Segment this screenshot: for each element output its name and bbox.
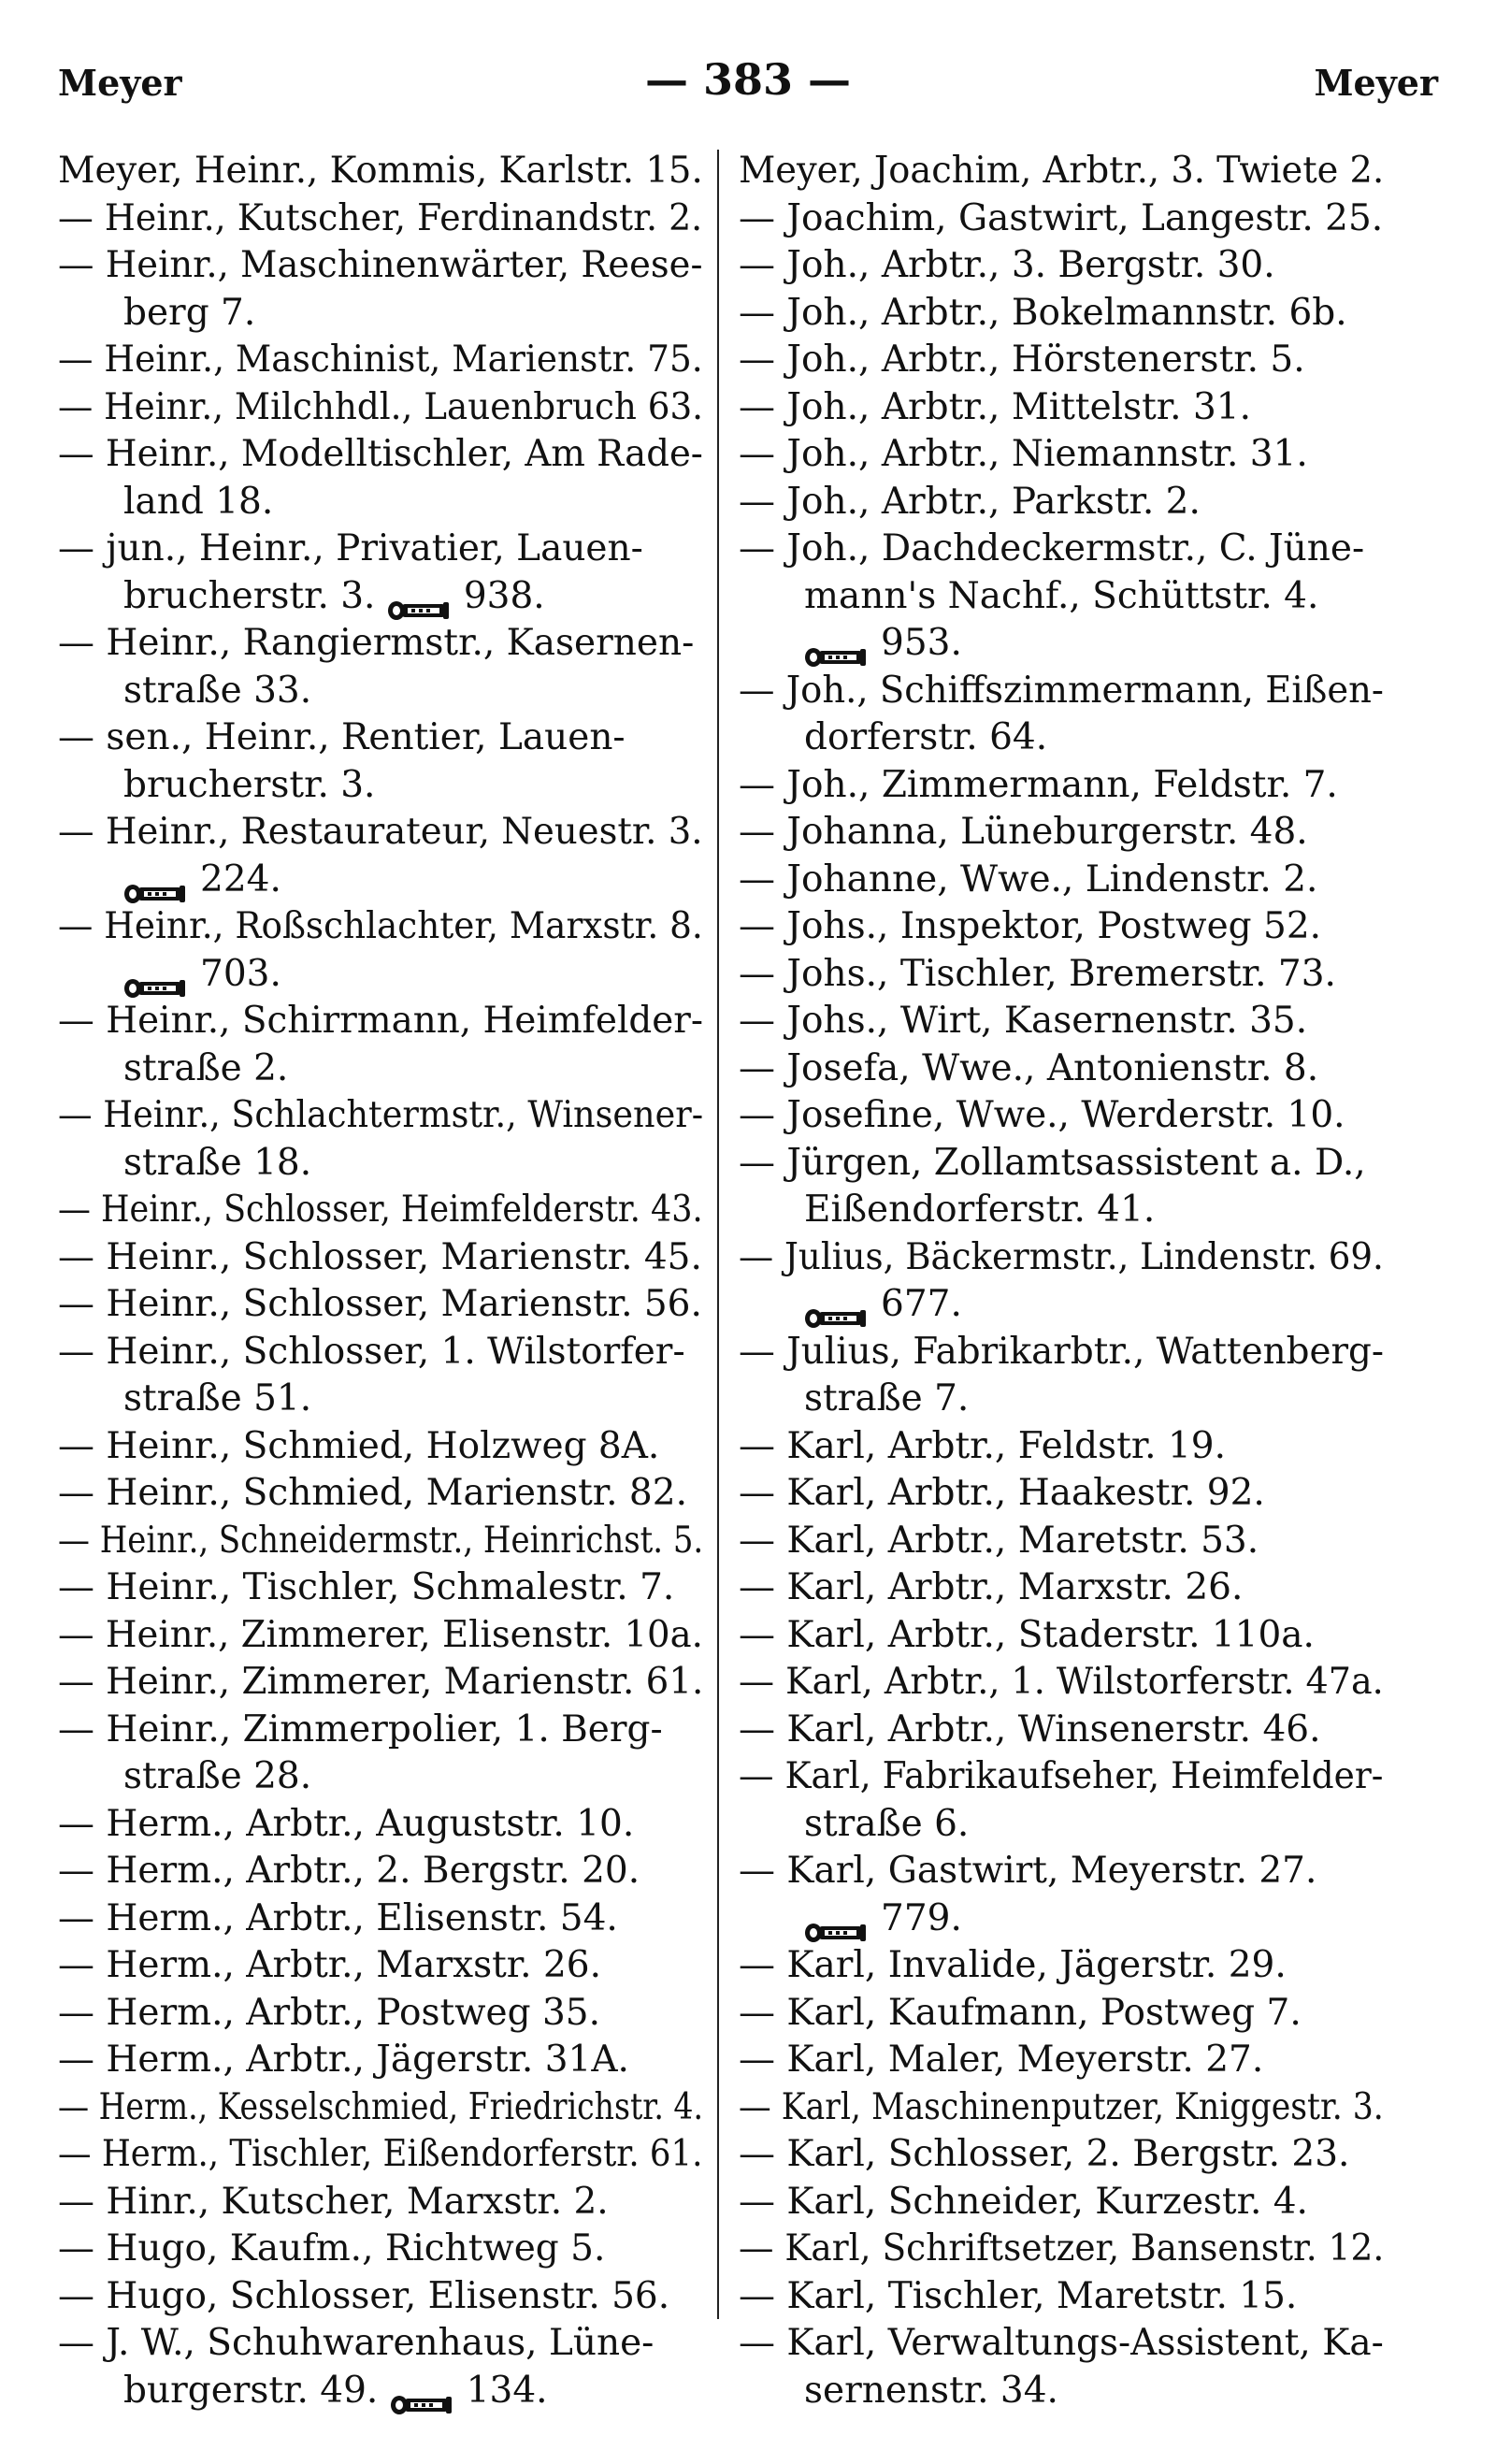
- directory-line: straße 51.: [123, 1377, 312, 1419]
- directory-line: — Karl, Arbtr., 1. Wilstorferstr. 47a.: [739, 1661, 1384, 1703]
- directory-line: — Karl, Arbtr., Feldstr. 19.: [739, 1424, 1226, 1467]
- directory-line: — Heinr., Schlosser, Heimfelderstr. 43.: [58, 1189, 703, 1231]
- directory-line: — Heinr., Tischler, Schmalestr. 7.: [58, 1566, 675, 1608]
- directory-line: — sen., Heinr., Rentier, Lauen-: [58, 716, 626, 758]
- page-header: [58, 54, 1438, 110]
- directory-line: — Heinr., Schlosser, Marienstr. 45.: [58, 1235, 702, 1278]
- directory-line: brucherstr. 3.: [123, 763, 376, 806]
- directory-line: — Josefa, Wwe., Antonienstr. 8.: [739, 1046, 1319, 1089]
- telephone-icon: [804, 635, 868, 656]
- directory-line: berg 7.: [123, 291, 256, 334]
- directory-line: — Joh., Zimmermann, Feldstr. 7.: [739, 763, 1338, 806]
- left-column: [58, 148, 703, 2414]
- directory-line: — Herm., Arbtr., Postweg 35.: [58, 1991, 600, 2034]
- directory-line: — Herm., Arbtr., 2. Bergstr. 20.: [58, 1850, 640, 1892]
- directory-line: — Heinr., Modelltischler, Am Rade-: [58, 433, 703, 475]
- directory-line: — Heinr., Schlachtermstr., Winsener-: [58, 1094, 704, 1136]
- directory-line: dorferstr. 64.: [804, 716, 1048, 758]
- directory-line: Meyer, Heinr., Kommis, Karlstr. 15.: [58, 150, 703, 192]
- directory-line: — Herm., Kesselschmied, Friedrichstr. 4.: [58, 2085, 703, 2128]
- directory-line: — Karl, Schlosser, 2. Bergstr. 23.: [739, 2133, 1350, 2175]
- directory-line: mann's Nachf., Schüttstr. 4.: [804, 574, 1319, 617]
- directory-line: 224.: [58, 857, 703, 904]
- directory-line: — Karl, Arbtr., Marxstr. 26.: [739, 1566, 1244, 1608]
- directory-line: straße 7.: [804, 1377, 970, 1419]
- directory-line: — Joh., Dachdeckermstr., C. Jüne-: [739, 527, 1365, 569]
- directory-line: — Julius, Fabrikarbtr., Wattenberg-: [739, 1330, 1385, 1373]
- page-number: — 383 —: [644, 54, 852, 105]
- directory-line: land 18.: [123, 480, 274, 523]
- telephone-icon: [804, 1910, 868, 1931]
- directory-line: — Heinr., Rangiermstr., Kasernen-: [58, 622, 695, 664]
- directory-line: — Heinr., Kutscher, Ferdinandstr. 2.: [58, 196, 703, 239]
- directory-line: — Karl, Arbtr., Maretstr. 53.: [739, 1519, 1259, 1562]
- header-left-keyword: Meyer: [58, 62, 182, 104]
- directory-line: Eißendorferstr. 41.: [804, 1189, 1156, 1231]
- directory-line: — Joh., Arbtr., Mittelstr. 31.: [739, 385, 1251, 428]
- directory-line: — J. W., Schuhwarenhaus, Lüne-: [58, 2322, 654, 2364]
- directory-line: brucherstr. 3. 938.: [58, 573, 703, 621]
- right-column: [739, 148, 1384, 2414]
- directory-line: — Heinr., Maschinist, Marienstr. 75.: [58, 339, 703, 381]
- directory-line: — Heinr., Schlosser, Marienstr. 56.: [58, 1283, 702, 1325]
- directory-line: — Heinr., Schmied, Holzweg 8A.: [58, 1424, 660, 1467]
- directory-line: — Johs., Wirt, Kasernenstr. 35.: [739, 1000, 1308, 1042]
- column-divider: [717, 150, 719, 2319]
- directory-line: sernenstr. 34.: [804, 2369, 1058, 2412]
- directory-line: straße 6.: [804, 1802, 970, 1845]
- directory-line: — Joh., Arbtr., Hörstenerstr. 5.: [739, 339, 1305, 381]
- directory-line: — Herm., Arbtr., Jägerstr. 31A.: [58, 2039, 629, 2081]
- directory-line: — Johs., Inspektor, Postweg 52.: [739, 905, 1322, 947]
- directory-line: 677.: [739, 1281, 1384, 1329]
- directory-line: — Karl, Maler, Meyerstr. 27.: [739, 2039, 1264, 2081]
- telephone-icon: [390, 2383, 453, 2403]
- directory-line: 953.: [739, 620, 1384, 668]
- directory-line: — Joh., Arbtr., Bokelmannstr. 6b.: [739, 291, 1347, 334]
- directory-line: — Johs., Tischler, Bremerstr. 73.: [739, 952, 1336, 995]
- header-right-keyword: Meyer: [1314, 62, 1438, 104]
- directory-line: straße 2.: [123, 1046, 289, 1089]
- directory-line: — Julius, Bäckermstr., Lindenstr. 69.: [739, 1235, 1384, 1278]
- directory-line: — Karl, Arbtr., Winsenerstr. 46.: [739, 1708, 1321, 1751]
- directory-line: straße 18.: [123, 1141, 312, 1184]
- directory-line: — Karl, Tischler, Maretstr. 15.: [739, 2274, 1298, 2317]
- telephone-icon: [804, 1296, 868, 1317]
- directory-line: — Heinr., Restaurateur, Neuestr. 3.: [58, 811, 703, 853]
- directory-line: — Karl, Arbtr., Staderstr. 110a.: [739, 1613, 1315, 1656]
- directory-line: — Herm., Arbtr., Elisenstr. 54.: [58, 1896, 618, 1939]
- directory-line: — Heinr., Milchhdl., Lauenbruch 63.: [58, 385, 704, 428]
- directory-line: burgerstr. 49. 134.: [58, 2368, 703, 2415]
- directory-line: — Karl, Maschinenputzer, Kniggestr. 3.: [739, 2085, 1384, 2128]
- directory-line: — Hugo, Schlosser, Elisenstr. 56.: [58, 2274, 670, 2317]
- directory-line: — Karl, Verwaltungs-Assistent, Ka-: [739, 2322, 1384, 2364]
- directory-line: — Herm., Arbtr., Marxstr. 26.: [58, 1944, 601, 1986]
- directory-line: — Heinr., Schneidermstr., Heinrichst. 5.: [58, 1519, 704, 1562]
- directory-line: — Joh., Arbtr., Niemannstr. 31.: [739, 433, 1308, 475]
- directory-line: — Karl, Arbtr., Haakestr. 92.: [739, 1472, 1265, 1514]
- directory-line: 703.: [58, 951, 703, 999]
- directory-line: straße 33.: [123, 669, 312, 712]
- directory-line: — Karl, Gastwirt, Meyerstr. 27.: [739, 1850, 1317, 1892]
- directory-line: — Joh., Arbtr., Parkstr. 2.: [739, 480, 1201, 523]
- directory-line: — Hugo, Kaufm., Richtweg 5.: [58, 2227, 606, 2269]
- directory-line: — Heinr., Schlosser, 1. Wilstorfer-: [58, 1330, 685, 1373]
- directory-line: — Heinr., Zimmerer, Marienstr. 61.: [58, 1661, 704, 1703]
- directory-line: — Karl, Fabrikaufseher, Heimfelder-: [739, 1755, 1384, 1797]
- directory-line: — Jürgen, Zollamtsassistent a. D.,: [739, 1141, 1366, 1184]
- directory-line: — Karl, Schneider, Kurzestr. 4.: [739, 2180, 1308, 2223]
- directory-line: — Heinr., Schmied, Marienstr. 82.: [58, 1472, 687, 1514]
- directory-line: — jun., Heinr., Privatier, Lauen-: [58, 527, 643, 569]
- directory-line: — Herm., Tischler, Eißendorferstr. 61.: [58, 2133, 703, 2175]
- directory-line: — Johanna, Lüneburgerstr. 48.: [739, 811, 1308, 853]
- directory-line: 779.: [739, 1895, 1384, 1943]
- directory-line: — Karl, Schriftsetzer, Bansenstr. 12.: [739, 2227, 1385, 2269]
- telephone-icon: [123, 872, 187, 892]
- directory-line: Meyer, Joachim, Arbtr., 3. Twiete 2.: [739, 150, 1385, 192]
- directory-line: — Joh., Schiffszimmermann, Eißen-: [739, 669, 1384, 712]
- directory-line: — Heinr., Maschinenwärter, Reese-: [58, 244, 703, 286]
- directory-line: — Karl, Invalide, Jägerstr. 29.: [739, 1944, 1287, 1986]
- directory-line: — Heinr., Schirrmann, Heimfelder-: [58, 1000, 703, 1042]
- directory-line: — Heinr., Zimmerpolier, 1. Berg-: [58, 1708, 663, 1751]
- directory-line: — Karl, Kaufmann, Postweg 7.: [739, 1991, 1302, 2034]
- directory-line: — Joh., Arbtr., 3. Bergstr. 30.: [739, 244, 1275, 286]
- directory-line: — Heinr., Zimmerer, Elisenstr. 10a.: [58, 1613, 703, 1656]
- directory-line: — Joachim, Gastwirt, Langestr. 25.: [739, 196, 1384, 239]
- directory-line: — Johanne, Wwe., Lindenstr. 2.: [739, 857, 1318, 901]
- directory-line: — Herm., Arbtr., Auguststr. 10.: [58, 1802, 635, 1845]
- directory-line: — Josefine, Wwe., Werderstr. 10.: [739, 1094, 1345, 1136]
- directory-line: — Heinr., Roßschlachter, Marxstr. 8.: [58, 905, 703, 947]
- directory-line: — Hinr., Kutscher, Marxstr. 2.: [58, 2180, 609, 2223]
- directory-line: straße 28.: [123, 1755, 312, 1797]
- telephone-icon: [123, 966, 187, 987]
- telephone-icon: [387, 588, 451, 609]
